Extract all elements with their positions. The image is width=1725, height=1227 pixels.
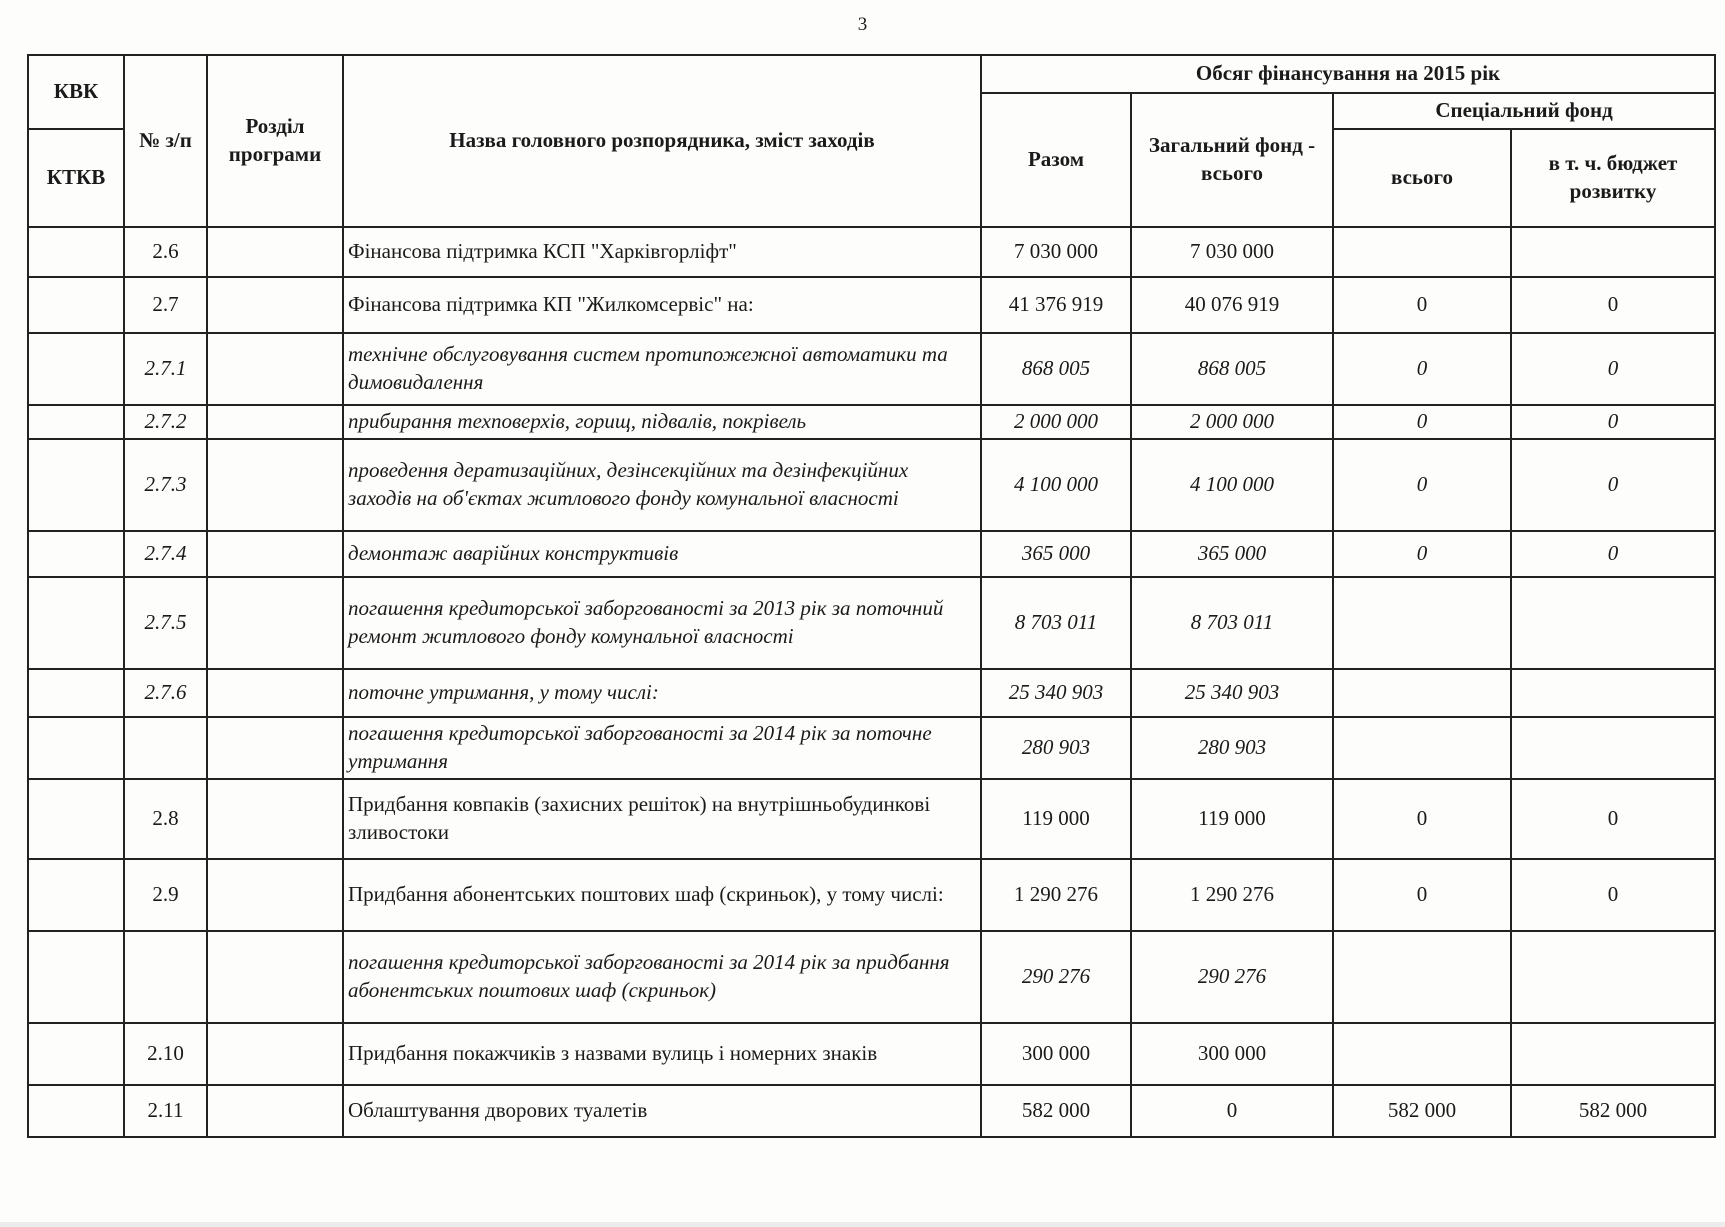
cell-development: 582 000: [1511, 1085, 1715, 1137]
cell-special-total: [1333, 227, 1511, 277]
cell-kvk: [28, 439, 124, 531]
header-general-fund: Загальний фонд - всього: [1131, 93, 1333, 227]
cell-special-total: 0: [1333, 277, 1511, 333]
table-row: [28, 577, 1715, 669]
cell-name: технічне обслуговування систем протипожежної автоматики та димовидалення: [343, 333, 981, 405]
header-volume: Обсяг фінансування на 2015 рік: [981, 55, 1715, 93]
cell-general-fund: 868 005: [1131, 333, 1333, 405]
cell-name: поточне утримання, у тому числі:: [343, 669, 981, 717]
cell-development: [1511, 1023, 1715, 1085]
cell-special-total: 582 000: [1333, 1085, 1511, 1137]
cell-name: погашення кредиторської заборгованості за 2014 рік за придбання абонентських поштових шаф (скриньок): [343, 931, 981, 1023]
cell-kvk: [28, 531, 124, 577]
cell-kvk: [28, 931, 124, 1023]
cell-index: 2.8: [124, 779, 207, 859]
header-section: Розділ програми: [207, 55, 343, 227]
cell-name: Фінансова підтримка КСП "Харківгорліфт": [343, 227, 981, 277]
cell-development: [1511, 931, 1715, 1023]
cell-name: погашення кредиторської заборгованості за 2014 рік за поточне утримання: [343, 717, 981, 779]
cell-development: 0: [1511, 439, 1715, 531]
cell-index: [124, 931, 207, 1023]
table-body: [28, 227, 1715, 1137]
cell-name: Облаштування дворових туалетів: [343, 1085, 981, 1137]
cell-total: 2 000 000: [981, 405, 1131, 439]
cell-total: 4 100 000: [981, 439, 1131, 531]
cell-index: 2.9: [124, 859, 207, 931]
cell-special-total: 0: [1333, 439, 1511, 531]
header-ktkv: КТКВ: [28, 129, 124, 227]
cell-total: 41 376 919: [981, 277, 1131, 333]
cell-section: [207, 577, 343, 669]
cell-index: [124, 717, 207, 779]
cell-special-total: 0: [1333, 531, 1511, 577]
table-row: [28, 717, 1715, 779]
cell-section: [207, 531, 343, 577]
cell-special-total: 0: [1333, 779, 1511, 859]
cell-index: 2.6: [124, 227, 207, 277]
cell-general-fund: 365 000: [1131, 531, 1333, 577]
cell-total: 300 000: [981, 1023, 1131, 1085]
cell-section: [207, 227, 343, 277]
cell-section: [207, 717, 343, 779]
cell-kvk: [28, 717, 124, 779]
cell-kvk: [28, 1023, 124, 1085]
cell-section: [207, 277, 343, 333]
cell-total: 119 000: [981, 779, 1131, 859]
cell-general-fund: 1 290 276: [1131, 859, 1333, 931]
cell-special-total: [1333, 1023, 1511, 1085]
cell-name: прибирання техповерхів, горищ, підвалів, покрівель: [343, 405, 981, 439]
table-row: [28, 1085, 1715, 1137]
cell-special-total: 0: [1333, 333, 1511, 405]
cell-name: Придбання абонентських поштових шаф (скриньок), у тому числі:: [343, 859, 981, 931]
table-row: [28, 779, 1715, 859]
cell-index: 2.7.4: [124, 531, 207, 577]
table-row: [28, 333, 1715, 405]
cell-special-total: 0: [1333, 859, 1511, 931]
cell-kvk: [28, 577, 124, 669]
cell-name: демонтаж аварійних конструктивів: [343, 531, 981, 577]
cell-total: 7 030 000: [981, 227, 1131, 277]
cell-index: 2.10: [124, 1023, 207, 1085]
header-development: в т. ч. бюджет розвитку: [1511, 129, 1715, 227]
cell-special-total: [1333, 669, 1511, 717]
cell-section: [207, 931, 343, 1023]
cell-name: Придбання ковпаків (захисних решіток) на внутрішньобудинкові зливостоки: [343, 779, 981, 859]
table-row: [28, 931, 1715, 1023]
cell-development: 0: [1511, 531, 1715, 577]
cell-general-fund: 119 000: [1131, 779, 1333, 859]
cell-kvk: [28, 669, 124, 717]
cell-development: [1511, 227, 1715, 277]
cell-section: [207, 333, 343, 405]
table-row: [28, 277, 1715, 333]
cell-general-fund: 7 030 000: [1131, 227, 1333, 277]
header-num: № з/п: [124, 55, 207, 227]
cell-general-fund: 4 100 000: [1131, 439, 1333, 531]
header-total: Разом: [981, 93, 1131, 227]
cell-index: 2.7.5: [124, 577, 207, 669]
page-number: 3: [857, 14, 868, 35]
cell-development: [1511, 577, 1715, 669]
cell-section: [207, 439, 343, 531]
table-row: [28, 227, 1715, 277]
budget-table: [27, 54, 1716, 1138]
cell-general-fund: 40 076 919: [1131, 277, 1333, 333]
cell-development: 0: [1511, 779, 1715, 859]
cell-general-fund: 300 000: [1131, 1023, 1333, 1085]
cell-development: 0: [1511, 859, 1715, 931]
cell-total: 582 000: [981, 1085, 1131, 1137]
cell-development: 0: [1511, 405, 1715, 439]
cell-name: Придбання покажчиків з назвами вулиць і номерних знаків: [343, 1023, 981, 1085]
cell-total: 8 703 011: [981, 577, 1131, 669]
cell-total: 1 290 276: [981, 859, 1131, 931]
cell-special-total: [1333, 931, 1511, 1023]
cell-index: 2.11: [124, 1085, 207, 1137]
header-special-fund: Спеціальний фонд: [1333, 93, 1715, 129]
cell-index: 2.7.1: [124, 333, 207, 405]
cell-development: [1511, 717, 1715, 779]
cell-total: 868 005: [981, 333, 1131, 405]
cell-kvk: [28, 779, 124, 859]
cell-total: 280 903: [981, 717, 1131, 779]
cell-special-total: [1333, 577, 1511, 669]
cell-special-total: [1333, 717, 1511, 779]
cell-section: [207, 1023, 343, 1085]
cell-general-fund: 0: [1131, 1085, 1333, 1137]
cell-total: 25 340 903: [981, 669, 1131, 717]
cell-kvk: [28, 277, 124, 333]
cell-index: 2.7: [124, 277, 207, 333]
table-row: [28, 405, 1715, 439]
table-row: [28, 439, 1715, 531]
cell-section: [207, 669, 343, 717]
table-row: [28, 531, 1715, 577]
header-special-total: всього: [1333, 129, 1511, 227]
cell-section: [207, 1085, 343, 1137]
cell-kvk: [28, 227, 124, 277]
cell-index: 2.7.2: [124, 405, 207, 439]
cell-name: проведення дератизаційних, дезінсекційних та дезінфекційних заходів на об'єктах житлового фонду комунальної власності: [343, 439, 981, 531]
cell-kvk: [28, 405, 124, 439]
cell-development: 0: [1511, 333, 1715, 405]
cell-section: [207, 859, 343, 931]
cell-general-fund: 280 903: [1131, 717, 1333, 779]
cell-total: 290 276: [981, 931, 1131, 1023]
page-bottom-edge: [0, 1222, 1725, 1227]
cell-kvk: [28, 333, 124, 405]
cell-special-total: 0: [1333, 405, 1511, 439]
table-row: [28, 859, 1715, 931]
cell-total: 365 000: [981, 531, 1131, 577]
cell-index: 2.7.6: [124, 669, 207, 717]
header-name: Назва головного розпорядника, зміст заходів: [343, 55, 981, 227]
cell-name: погашення кредиторської заборгованості за 2013 рік за поточний ремонт житлового фонду комунальної власності: [343, 577, 981, 669]
table-row: [28, 669, 1715, 717]
cell-index: 2.7.3: [124, 439, 207, 531]
cell-development: [1511, 669, 1715, 717]
cell-kvk: [28, 859, 124, 931]
cell-section: [207, 405, 343, 439]
cell-development: 0: [1511, 277, 1715, 333]
cell-general-fund: 8 703 011: [1131, 577, 1333, 669]
cell-general-fund: 25 340 903: [1131, 669, 1333, 717]
header-kvk: КВК: [28, 55, 124, 129]
cell-name: Фінансова підтримка КП "Жилкомсервіс" на:: [343, 277, 981, 333]
table-row: [28, 1023, 1715, 1085]
cell-section: [207, 779, 343, 859]
cell-kvk: [28, 1085, 124, 1137]
cell-general-fund: 2 000 000: [1131, 405, 1333, 439]
cell-general-fund: 290 276: [1131, 931, 1333, 1023]
